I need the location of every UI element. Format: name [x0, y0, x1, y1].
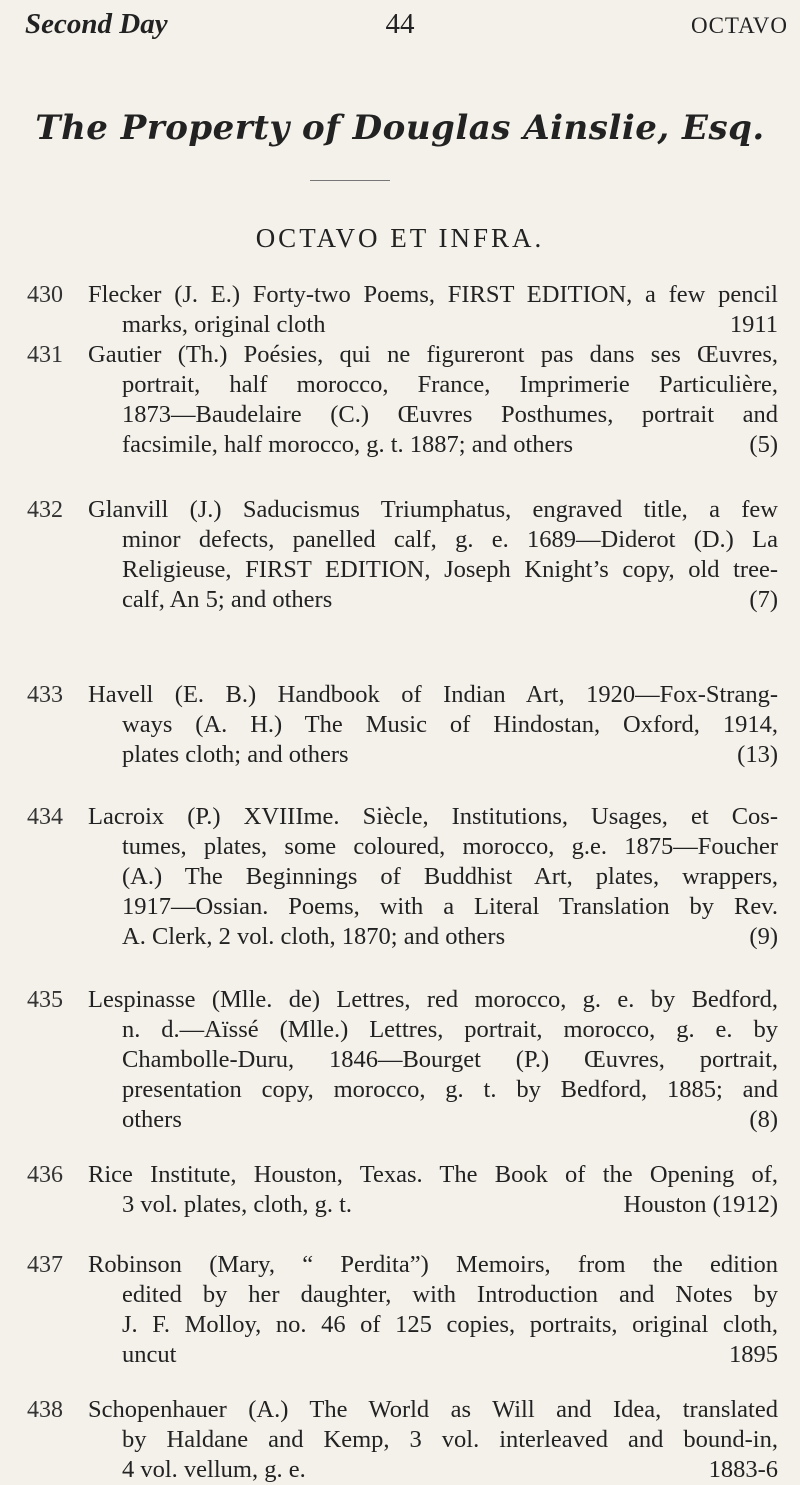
- lot-number: 430: [27, 282, 63, 308]
- lot-line-text: Chambolle-Duru, 1846—Bourget (P.) Œuvres, portrait,: [122, 1046, 778, 1073]
- lot-line-text: Gautier (Th.) Poésies, qui ne figureront pas dans ses Œuvres,: [88, 341, 778, 368]
- lot-description: [88, 1160, 778, 1220]
- lot-line: [88, 1425, 778, 1455]
- lot-number: 438: [27, 1397, 63, 1423]
- page-number: 44: [385, 8, 415, 40]
- lot-date-or-count: (9): [749, 923, 778, 950]
- divider: [310, 180, 390, 181]
- lot-line-text: Schopenhauer (A.) The World as Will and Idea, translated: [88, 1396, 778, 1423]
- lot-number: 437: [27, 1252, 63, 1278]
- lot-line: [88, 922, 778, 952]
- lot-number: 431: [27, 342, 63, 368]
- lot-line: [88, 525, 778, 555]
- lot-line-text: Flecker (J. E.) Forty-two Poems, FIRST EDITION, a few pencil: [88, 281, 778, 308]
- lot-description: [88, 985, 778, 1135]
- lot-line-text: n. d.—Aïssé (Mlle.) Lettres, portrait, morocco, g. e. by: [122, 1016, 778, 1043]
- lot-line: [88, 680, 778, 710]
- lot-line: [88, 1310, 778, 1340]
- lot-number: 432: [27, 497, 63, 523]
- lot-line-text: others: [122, 1106, 182, 1133]
- lot-line: [88, 832, 778, 862]
- lot-line-text: Havell (E. B.) Handbook of Indian Art, 1920—Fox-Strang-: [88, 681, 778, 708]
- lot-date-or-count: (13): [737, 741, 778, 768]
- lot-line: [88, 430, 778, 460]
- lot-line-text: Lacroix (P.) XVIIIme. Siècle, Institutions, Usages, et Cos-: [88, 803, 778, 830]
- lot-line: [88, 862, 778, 892]
- lot-date-or-count: (7): [749, 586, 778, 613]
- lot-line-text: marks, original cloth: [122, 311, 326, 338]
- lot-line: [88, 1045, 778, 1075]
- lot-number: 436: [27, 1162, 63, 1188]
- lot-line: [88, 802, 778, 832]
- lot-date-or-count: Houston (1912): [623, 1191, 778, 1218]
- lot-line: [88, 740, 778, 770]
- lot-date-or-count: 1911: [729, 311, 778, 338]
- format-label: OCTAVO: [690, 13, 788, 38]
- lot-line-text: minor defects, panelled calf, g. e. 1689—Diderot (D.) La: [122, 526, 778, 553]
- lot-line-text: Rice Institute, Houston, Texas. The Book of the Opening of,: [88, 1161, 778, 1188]
- lot-description: [88, 280, 778, 340]
- lot-line-text: 1873—Baudelaire (C.) Œuvres Posthumes, portrait and: [122, 401, 778, 428]
- lot-line-text: Lespinasse (Mlle. de) Lettres, red morocco, g. e. by Bedford,: [88, 986, 778, 1013]
- lot-date-or-count: (5): [749, 431, 778, 458]
- lot-line-text: ways (A. H.) The Music of Hindostan, Oxford, 1914,: [122, 711, 778, 738]
- section-title: OCTAVO ET INFRA.: [255, 223, 545, 253]
- lot-line: [88, 1250, 778, 1280]
- lot-line: [88, 892, 778, 922]
- lot-line: [88, 1395, 778, 1425]
- lot-line: [88, 310, 778, 340]
- lot-line: [88, 1160, 778, 1190]
- lot-line: [88, 370, 778, 400]
- lot-line-text: calf, An 5; and others: [122, 586, 333, 613]
- lot-date-or-count: 1895: [729, 1341, 778, 1368]
- lot-line: [88, 555, 778, 585]
- lot-line-text: 4 vol. vellum, g. e.: [122, 1456, 306, 1483]
- lot-description: [88, 495, 778, 615]
- lot-line: [88, 585, 778, 615]
- lot-description: [88, 1250, 778, 1370]
- lot-line-text: Robinson (Mary, “ Perdita”) Memoirs, from the edition: [88, 1251, 778, 1278]
- lot-description: [88, 680, 778, 770]
- lot-line: [88, 280, 778, 310]
- lot-line: [88, 495, 778, 525]
- lot-line: [88, 1340, 778, 1370]
- lot-line: [88, 985, 778, 1015]
- lot-line: [88, 400, 778, 430]
- page-header: [0, 0, 800, 60]
- day-label: Second Day: [25, 8, 168, 40]
- lot-line-text: 1917—Ossian. Poems, with a Literal Translation by Rev.: [122, 893, 778, 920]
- lot-line-text: plates cloth; and others: [122, 741, 349, 768]
- lot-date-or-count: 1883-6: [708, 1456, 778, 1483]
- lot-line-text: (A.) The Beginnings of Buddhist Art, plates, wrappers,: [122, 863, 778, 890]
- lot-line-text: tumes, plates, some coloured, morocco, g.e. 1875—Foucher: [122, 833, 778, 860]
- lot-line-text: 3 vol. plates, cloth, g. t.: [122, 1191, 352, 1218]
- lot-line-text: by Haldane and Kemp, 3 vol. interleaved and bound-in,: [122, 1426, 778, 1453]
- lot-line: [88, 710, 778, 740]
- lot-number: 434: [27, 804, 63, 830]
- lot-line-text: portrait, half morocco, France, Imprimerie Particulière,: [122, 371, 778, 398]
- lot-line-text: edited by her daughter, with Introduction and Notes by: [122, 1281, 778, 1308]
- lot-line: [88, 1105, 778, 1135]
- lot-line-text: facsimile, half morocco, g. t. 1887; and others: [122, 431, 574, 458]
- lot-line-text: presentation copy, morocco, g. t. by Bedford, 1885; and: [122, 1076, 778, 1103]
- lot-date-or-count: (8): [749, 1106, 778, 1133]
- lot-line: [88, 340, 778, 370]
- lot-line: [88, 1455, 778, 1485]
- lot-number: 435: [27, 987, 63, 1013]
- lot-line: [88, 1190, 778, 1220]
- lot-description: [88, 340, 778, 460]
- property-title: The Property of Douglas Ainslie, Esq.: [35, 108, 765, 148]
- lot-line-text: Glanvill (J.) Saducismus Triumphatus, engraved title, a few: [88, 496, 778, 523]
- lot-line-text: A. Clerk, 2 vol. cloth, 1870; and others: [122, 923, 506, 950]
- lot-line: [88, 1015, 778, 1045]
- lot-description: [88, 802, 778, 952]
- lot-line-text: J. F. Molloy, no. 46 of 125 copies, portraits, original cloth,: [122, 1311, 778, 1338]
- lot-line-text: Religieuse, FIRST EDITION, Joseph Knight’s copy, old tree-: [122, 556, 778, 583]
- lot-line-text: uncut: [122, 1341, 177, 1368]
- lot-line: [88, 1075, 778, 1105]
- lot-line: [88, 1280, 778, 1310]
- lot-description: [88, 1395, 778, 1485]
- lot-number: 433: [27, 682, 63, 708]
